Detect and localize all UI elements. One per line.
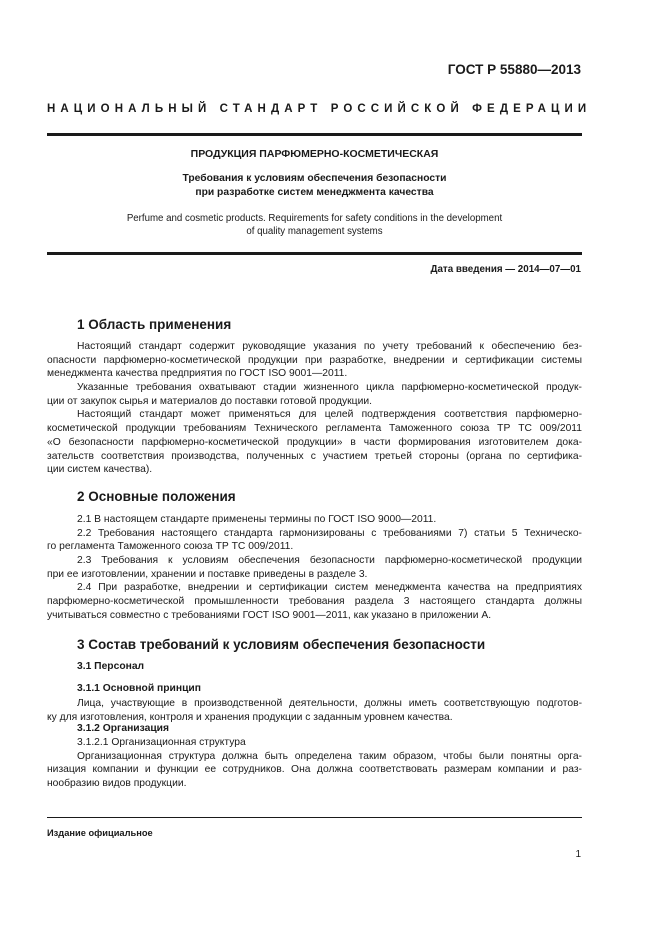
text-line: при ее изготовлении, хранении и поставке приведены в разделе 3. <box>47 568 368 580</box>
english-title <box>47 212 582 238</box>
section-3-1-heading: 3.1 Персонал <box>77 661 145 672</box>
page-number: 1 <box>575 849 581 860</box>
text-line: «О безопасности парфюмерно-косметической продукции» в части формирования изготовителем дока- <box>47 436 582 448</box>
text-line: го регламента Таможенного союза ТР ТС 009/2011. <box>47 541 294 553</box>
section-3-1-2-heading: 3.1.2 Организация <box>77 723 170 734</box>
section-3-1-2-body <box>47 736 582 791</box>
text-line: ции систем качества). <box>47 464 153 476</box>
subtitle-line: при разработке систем менеджмента качества <box>195 186 434 198</box>
section-2-heading: 2 Основные положения <box>77 489 236 504</box>
national-standard-heading: НАЦИОНАЛЬНЫЙ СТАНДАРТ РОССИЙСКОЙ ФЕДЕРАЦИИ <box>47 103 592 115</box>
title-rule <box>47 252 582 255</box>
text-line: Указанные требования охватывают стадии жизненного цикла парфюмерно-косметической продук- <box>77 382 582 394</box>
text-line: Лица, участвующие в производственной деятельности, должны иметь соответствующую подготов- <box>77 698 582 709</box>
text-line: ции от закупок сырья и материалов до поставки готовой продукции. <box>47 395 372 407</box>
text-line: косметической продукции требованиям Технического регламента Таможенного союза ТР ТС 009/2011 <box>47 423 582 435</box>
text-line: ку для изготовления, контроля и хранения продукции с заданным уровнем качества. <box>47 711 453 723</box>
effective-date: Дата введения — 2014—07—01 <box>430 264 581 275</box>
footer-rule <box>47 817 582 818</box>
english-title-line: of quality management systems <box>246 226 383 237</box>
section-3-heading: 3 Состав требований к условиям обеспечения безопасности <box>77 637 486 652</box>
text-line: низация компании и функции ее сотрудников. Она должна соответствовать размерам компании и раз- <box>47 764 582 776</box>
header-rule <box>47 133 582 136</box>
text-line: 2.1 В настоящем стандарте применены термины по ГОСТ ISO 9000—2011. <box>77 514 437 525</box>
section-3-1-1-heading: 3.1.1 Основной принцип <box>77 683 201 694</box>
document-subtitle <box>47 172 582 199</box>
text-line: нообразию видов продукции. <box>47 778 187 790</box>
subtitle-line: Требования к условиям обеспечения безопасности <box>182 173 447 184</box>
english-title-line: Perfume and cosmetic products. Requirements for safety conditions in the development <box>126 213 503 224</box>
text-line: Настоящий стандарт может применяться для целей подтверждения соответствия парфюмерно- <box>77 409 582 421</box>
section-1-body <box>47 340 582 477</box>
text-line: 2.4 При разработке, внедрении и сертификации систем менеджмента качества на предприятиях <box>77 582 582 594</box>
text-line: учитываться совместно с требованиями ГОСТ ISO 9001—2011, как указано в приложении А. <box>47 609 492 621</box>
text-line: 2.3 Требования к условиям обеспечения безопасности парфюмерно-косметической продукции <box>77 555 582 567</box>
text-line: Организационная структура должна быть определена таким образом, чтобы были понятны орга- <box>77 750 582 762</box>
document-title: ПРОДУКЦИЯ ПАРФЮМЕРНО-КОСМЕТИЧЕСКАЯ <box>190 148 439 160</box>
official-edition-label: Издание официальное <box>47 828 153 838</box>
text-line: Настоящий стандарт содержит руководящие указания по учету требований к обеспечению без- <box>77 341 582 352</box>
section-3-1-1-body <box>47 697 582 724</box>
section-2-body <box>47 513 582 623</box>
document-code: ГОСТ Р 55880—2013 <box>447 62 581 77</box>
text-line: менеджмента качества предприятия по ГОСТ ISO 9001—2011. <box>47 368 348 380</box>
text-line: зательств соответствия производства, полученных с участием третьей стороны (органа по сертифика- <box>47 450 582 462</box>
text-line: опасности парфюмерно-косметической продукции при разработке, внедрении и сертификации системы <box>47 354 582 366</box>
text-line: 2.2 Требования настоящего стандарта гармонизированы с требованиями 7) статьи 5 Техническо- <box>77 527 582 539</box>
text-line: парфюмерно-косметической промышленности требования раздела 3 настоящего стандарта должны <box>47 596 582 608</box>
section-3-1-2-1-heading: 3.1.2.1 Организационная структура <box>77 737 246 748</box>
section-1-heading: 1 Область применения <box>77 317 232 332</box>
